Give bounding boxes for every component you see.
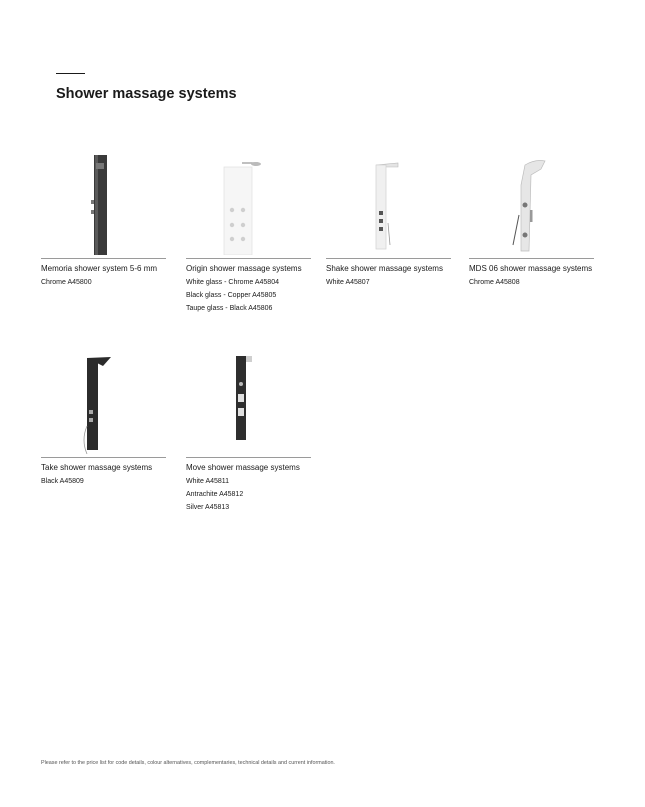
product-divider: [469, 258, 594, 259]
product-variants: [186, 475, 243, 515]
page-title: Shower massage systems: [56, 86, 237, 102]
take-shower-panel-image: [41, 354, 166, 454]
footer-note: Please refer to the price list for code details, colour alternatives, complementaries, technical details and current information.: [41, 760, 335, 766]
product-divider: [186, 457, 311, 458]
variant-item: Black glass - Copper A45805: [186, 292, 277, 300]
variant-item: White A45807: [326, 279, 370, 286]
product-divider: [41, 258, 166, 259]
memoria-shower-panel-image: [41, 155, 166, 255]
variant-item: Antrachite A45812: [186, 491, 244, 499]
move-shower-panel-image: [186, 354, 311, 454]
variant-item: White glass - Chrome A45804: [186, 279, 279, 286]
product-divider: [186, 258, 311, 259]
mds-06-shower-panel-image: [469, 155, 594, 255]
product-name: MDS 06 shower massage systems: [469, 264, 593, 273]
product-variants: [326, 276, 370, 289]
product-name: Memoria shower system 5-6 mm: [41, 264, 158, 273]
shake-shower-panel-image: [326, 155, 451, 255]
product-variants: [186, 276, 279, 316]
product-variants: [469, 276, 520, 289]
variant-item: Chrome A45808: [469, 279, 520, 286]
product-variants: [41, 475, 84, 488]
product-divider: [326, 258, 451, 259]
variant-item: Chrome A45800: [41, 279, 92, 286]
variant-item: Taupe glass - Black A45806: [186, 305, 273, 313]
variant-item: White A45811: [186, 478, 230, 485]
product-name: Shake shower massage systems: [326, 264, 443, 273]
product-name: Move shower massage systems: [186, 463, 300, 472]
variant-item: Black A45809: [41, 478, 84, 485]
product-name: Origin shower massage systems: [186, 264, 302, 273]
product-divider: [41, 457, 166, 458]
title-rule: [56, 73, 85, 74]
product-name: Take shower massage systems: [41, 463, 153, 472]
product-variants: [41, 276, 92, 289]
origin-shower-panel-image: [186, 155, 311, 255]
variant-item: Silver A45813: [186, 504, 230, 512]
